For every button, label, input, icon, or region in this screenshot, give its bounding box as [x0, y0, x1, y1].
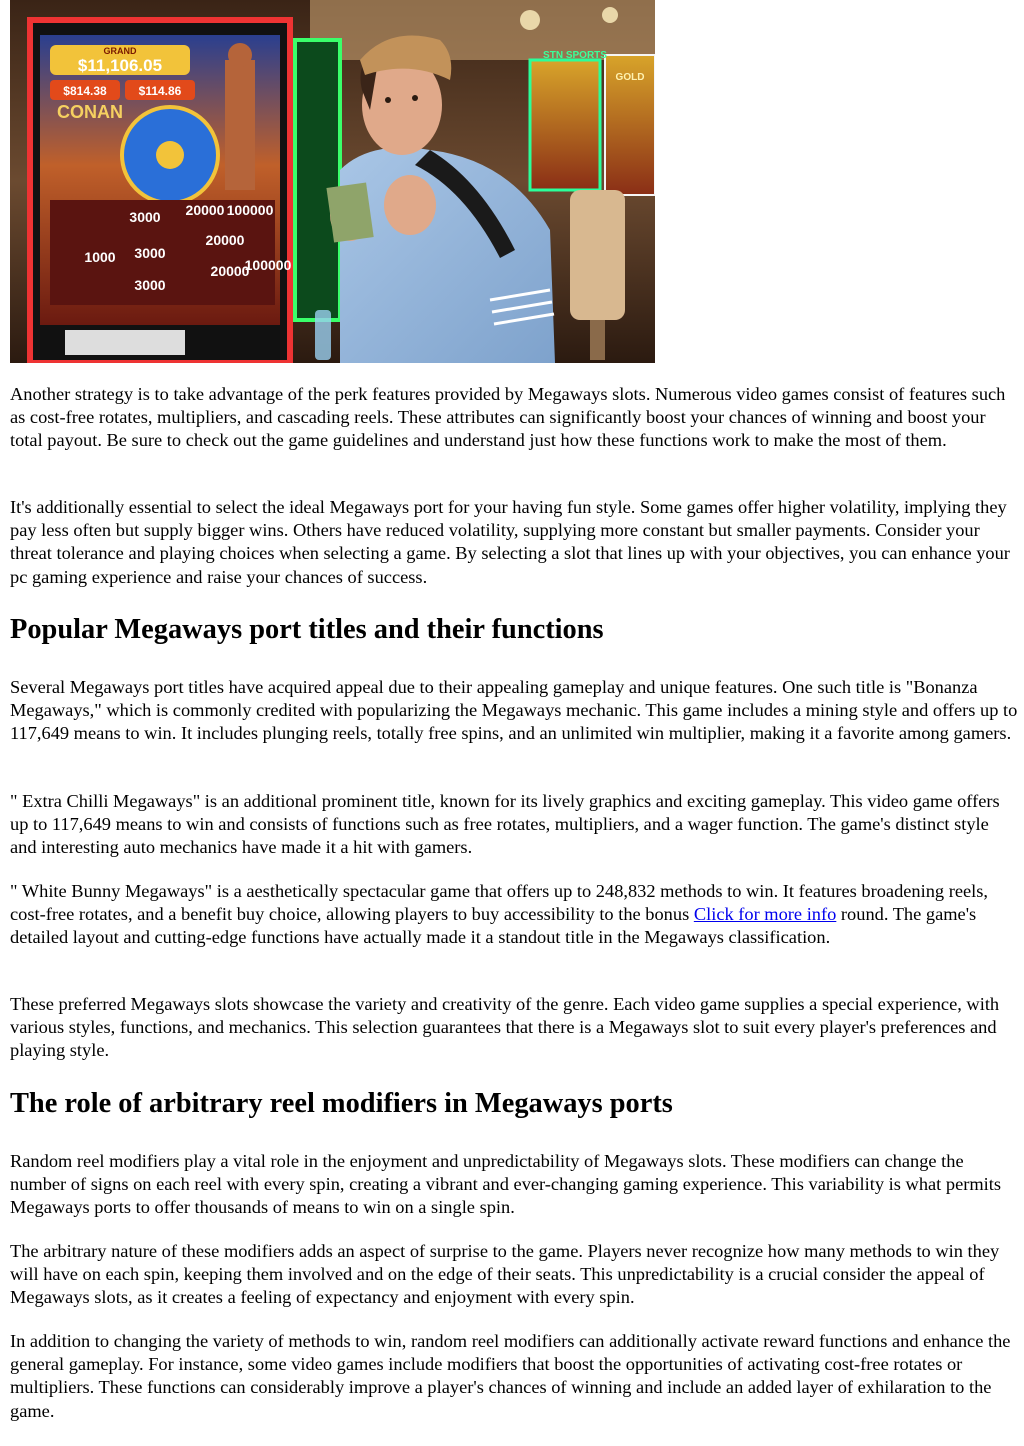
reel-value: 100000 [226, 202, 274, 218]
reel-value: 20000 [185, 202, 225, 218]
paragraph-extra-chilli: " Extra Chilli Megaways" is an additional prominent title, known for its lively graphics and exciting gameplay. This video game offers up to 117,649 means to win and consists of functions such as free rotates, multipliers, and a wager function. The game's distinct style and interesting auto mechanics have made it a hit with gamers. [10, 791, 1000, 858]
casino-slot-photo [10, 0, 655, 363]
slot-game-name: CONAN [57, 102, 123, 122]
slot-grand-label: GRAND [103, 46, 137, 56]
reel-value: 3000 [134, 245, 166, 261]
reel-value: 3000 [134, 277, 166, 293]
reel-value: 20000 [210, 263, 250, 279]
paragraph-reward-functions: In addition to changing the variety of methods to win, random reel modifiers can additionally activate reward functions and enhance the general gameplay. For instance, some video games include modifiers that boost the opportunities of activating cost-free rotates or multipliers. These functions can considerably improve a player's chances of winning and include an added layer of exhilaration to the game. [10, 1331, 1011, 1421]
paragraph-text: round. The game's detailed layout and cutting-edge functions have actually made it a standout title in the Megaways classification. [10, 904, 977, 948]
casino-sign: STN SPORTS [543, 50, 607, 61]
right-slot-name: GOLD [615, 72, 645, 83]
hero-photo [10, 0, 655, 363]
reel-value: 1000 [84, 249, 116, 265]
paragraph-text: " White Bunny Megaways" is a aesthetically spectacular game that offers up to 248,832 methods to win. It features broadening reels, cost-free rotates, and a benefit buy choice, allowing players to buy accessibility to the bonus [10, 881, 989, 925]
reel-value: 3000 [129, 209, 161, 225]
paragraph-arbitrary-nature: The arbitrary nature of these modifiers adds an aspect of surprise to the game. Players never recognize how many methods to win they will have on each spin, keeping them involved and on the edge of their seats. This unpredictability is a crucial consider the appeal of Megaways slots, as it creates a feeling of expectancy and enjoyment with every spin. [10, 1241, 1000, 1308]
paragraph-preferred-slots: These preferred Megaways slots showcase the variety and creativity of the genre. Each video game supplies a special experience, with various styles, functions, and mechanics. This selection guarantees that there is a Megaways slot to suit every player's preferences and playing style. [10, 994, 1000, 1061]
click-for-more-info-link[interactable]: Click for more info [693, 904, 837, 925]
paragraph-perk-features: Another strategy is to take advantage of the perk features provided by Megaways slots. Numerous video games consist of features such as cost-free rotates, multipliers, and cascading reels. These attributes can significantly boost your chances of winning and boost your total payout. Be sure to check out the game guidelines and understand just how these functions work to make the most of them. [10, 384, 1006, 451]
slot-minor-value: $114.86 [138, 84, 182, 98]
section-heading-reel-modifiers: The role of arbitrary reel modifiers in Megaways ports [10, 1088, 673, 1119]
paragraph-select-port: It's additionally essential to select the ideal Megaways port for your having fun style. Some games offer higher volatility, implying they pay less often but supply bigger wins. Others have reduced volatility, supplying more constant but smaller payments. Consider your threat tolerance and playing choices when selecting a game. By selecting a slot that lines up with your objectives, you can enhance your pc gaming experience and raise your chances of success. [10, 497, 1010, 587]
paragraph-white-bunny [10, 880, 1018, 950]
paragraph-random-modifiers: Random reel modifiers play a vital role in the enjoyment and unpredictability of Megaways slots. These modifiers can change the number of signs on each reel with every spin, creating a vibrant and ever-changing gaming experience. This variability is what permits Megaways ports to offer thousands of means to win on a single spin. [10, 1151, 1002, 1218]
reel-value: 100000 [244, 257, 292, 273]
reel-value: 20000 [205, 232, 245, 248]
section-heading-popular-titles: Popular Megaways port titles and their functions [10, 614, 604, 645]
slot-grand-value: $11,106.05 [77, 56, 163, 75]
paragraph-bonanza: Several Megaways port titles have acquired appeal due to their appealing gameplay and unique features. One such title is "Bonanza Megaways," which is commonly credited with popularizing the Megaways mechanic. This game includes a mining style and offers up to 117,649 means to win. It includes plunging reels, totally free spins, and an unlimited win multiplier, making it a favorite among gamers. [10, 677, 1018, 744]
slot-major-value: $814.38 [63, 84, 107, 98]
